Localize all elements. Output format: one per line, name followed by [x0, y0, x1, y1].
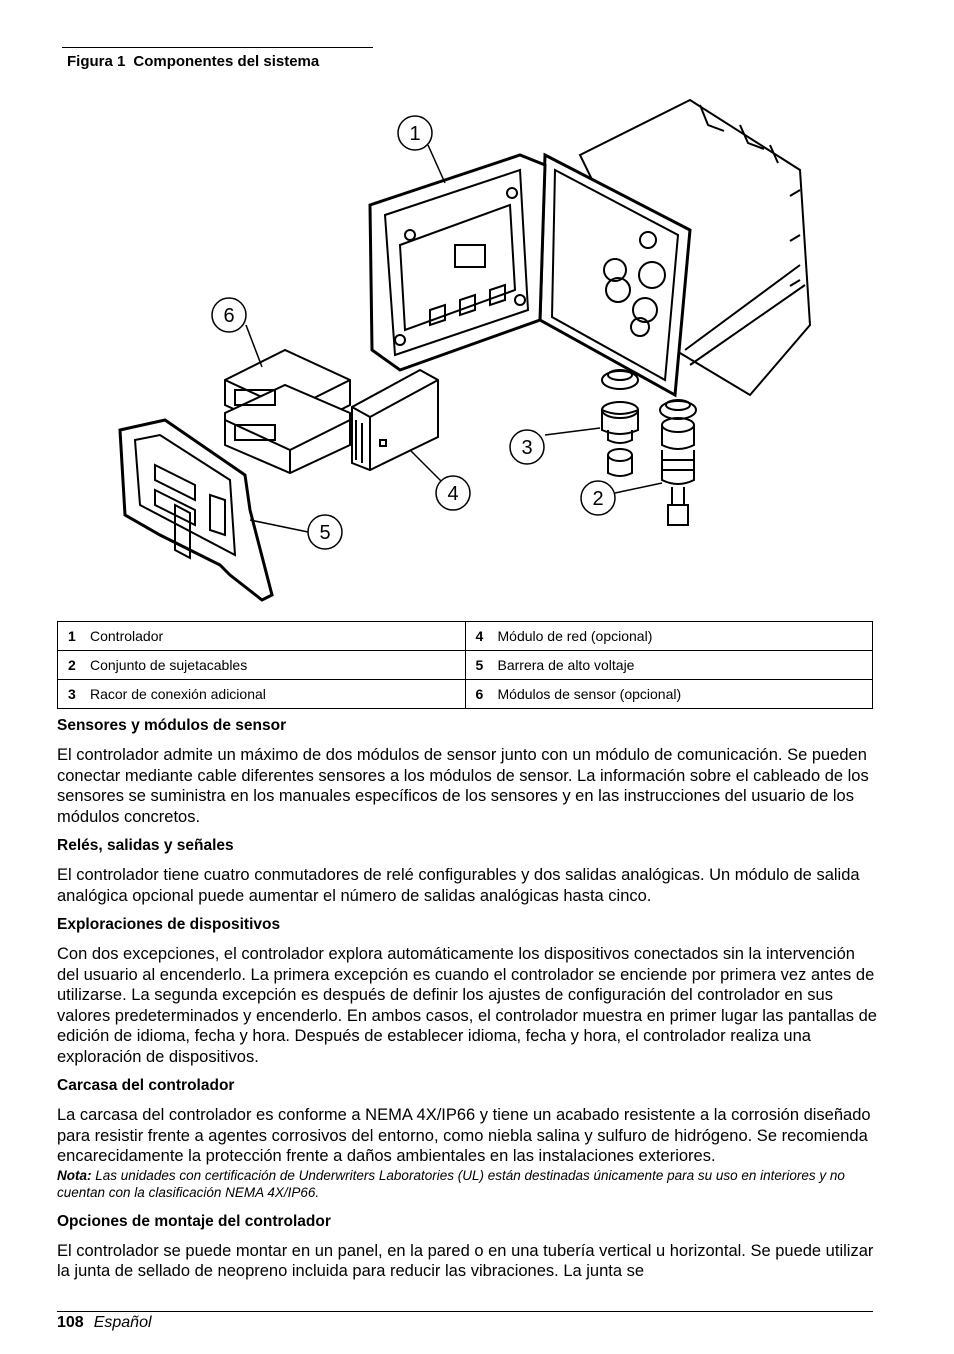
figure-title: Componentes del sistema: [133, 53, 320, 70]
callout-6: 6: [223, 305, 235, 327]
legend-cell: [465, 651, 873, 680]
footer-rule: [57, 1311, 873, 1312]
legend-number: 2: [68, 657, 76, 673]
document-body: [57, 716, 877, 1291]
section-paragraph: La carcasa del controlador es conforme a NEMA 4X/IP66 y tiene un acabado resistente a la corrosión diseñado para resistir frente a agentes corrosivos del entorno, como niebla salina y sulfuro de hidrógeno. Se recomienda encarecidamente la protección frente a daños ambientales en las instalaciones exteriores.: [57, 1106, 871, 1165]
figure-rule: [62, 47, 373, 48]
section-paragraph: El controlador admite un máximo de dos módulos de sensor junto con un módulo de comunicación. Se pueden conectar mediante cable diferentes sensores a los módulos de sensor. La información sobre el cableado de los sensores se suministra en los manuales específicos de los sensores y en las instrucciones del usuario de los módulos concretos.: [57, 746, 869, 826]
section-paragraph: El controlador se puede montar en un panel, en la pared o en una tubería vertical u horizontal. Se puede utilizar la junta de sellado de neopreno incluida para reducir las vibraciones. La junta se: [57, 1241, 874, 1280]
note-label: Nota:: [57, 1167, 92, 1183]
page-number: 108: [57, 1314, 84, 1331]
legend-text: Módulo de red (opcional): [497, 628, 653, 644]
note-text: Las unidades con certificación de Underwriters Laboratories (UL) están destinadas únicamente para su uso en interiores y no cuentan con la clasificación NEMA 4X/IP66.: [57, 1167, 845, 1200]
section-heading: Sensores y módulos de sensor: [57, 717, 287, 734]
legend-row: [58, 651, 873, 680]
callout-5: 5: [319, 522, 331, 544]
section-heading: Opciones de montaje del controlador: [57, 1212, 331, 1230]
controller-drawing: [370, 100, 810, 395]
legend-row: [58, 622, 873, 651]
legend-number: 5: [475, 657, 484, 673]
network-module-drawing: [352, 370, 438, 470]
legend-number: 6: [475, 686, 484, 702]
legend-text: Módulos de sensor (opcional): [497, 686, 682, 702]
callout-4: 4: [447, 483, 459, 505]
sensor-modules-drawing: [225, 350, 350, 473]
legend-cell: [58, 651, 466, 680]
callout-1: 1: [409, 123, 421, 145]
footer-language: Español: [93, 1314, 152, 1331]
legend-cell: [465, 680, 873, 709]
figure-legend-table: [57, 621, 873, 709]
cable-glands-drawing: [602, 370, 696, 525]
legend-text: Racor de conexión adicional: [90, 686, 266, 702]
legend-number: 1: [68, 628, 76, 644]
section-paragraph: El controlador tiene cuatro conmutadores de relé configurables y dos salidas analógicas. Un módulo de salida analógica opcional puede aumentar el número de salidas analógicas hasta cinco.: [57, 866, 860, 905]
legend-cell: [58, 680, 466, 709]
section-heading: Relés, salidas y señales: [57, 837, 234, 854]
figure-label: Figura 1: [67, 53, 126, 70]
legend-number: 3: [68, 686, 76, 702]
page-footer: [57, 1314, 152, 1332]
legend-cell: [465, 622, 873, 651]
section-heading: Carcasa del controlador: [57, 1077, 235, 1094]
section-paragraph: Con dos excepciones, el controlador explora automáticamente los dispositivos conectados sin la intervención del usuario al encenderlo. La primera excepción es cuando el controlador se enciende por primera vez antes de utilizarse. La segunda excepción es después de definir los ajustes de configuración del controlador en sus valores predeterminados y encenderlo. En ambos casos, el controlador muestra en primer lugar las pantallas de edición de idioma, fecha y hora. Después de establecer idioma, fecha y hora, el controlador realiza una exploración de dispositivos.: [57, 945, 877, 1066]
system-components-illustration: [100, 95, 830, 605]
legend-text: Conjunto de sujetacables: [90, 657, 248, 673]
legend-row: [58, 680, 873, 709]
section-heading: Exploraciones de dispositivos: [57, 916, 281, 933]
figure-caption: [67, 53, 319, 70]
legend-text: Barrera de alto voltaje: [497, 657, 635, 673]
callout-2: 2: [592, 488, 604, 510]
callout-3: 3: [521, 437, 533, 459]
legend-cell: [58, 622, 466, 651]
legend-text: Controlador: [90, 628, 164, 644]
legend-number: 4: [475, 628, 484, 644]
note: [57, 1167, 877, 1201]
